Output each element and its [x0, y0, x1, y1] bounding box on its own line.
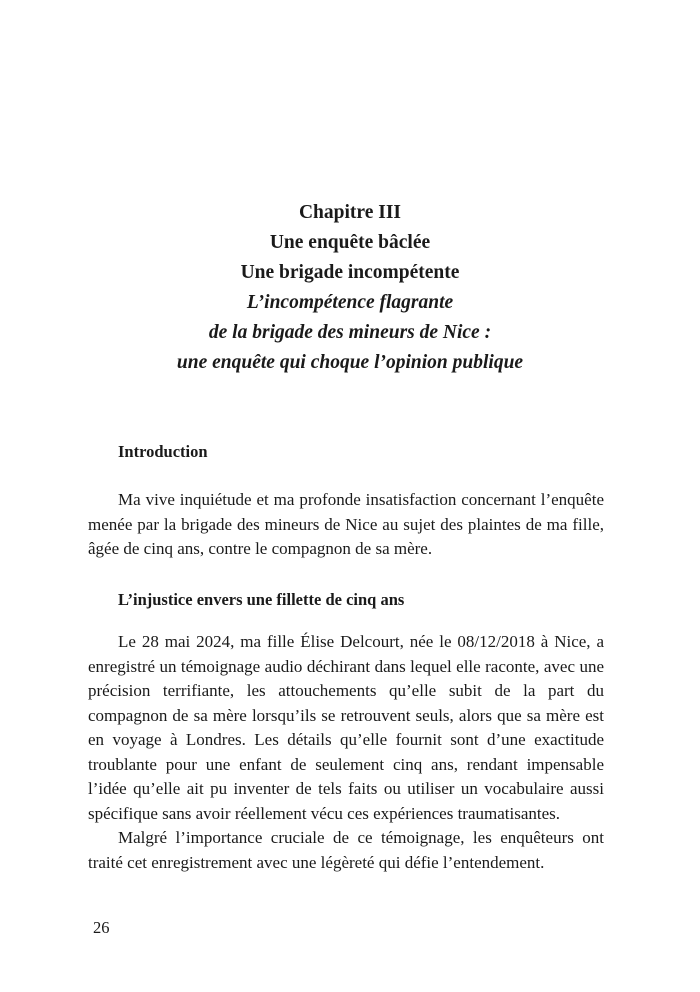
chapter-subtitle-line: L’incompétence flagrante	[246, 292, 454, 313]
chapter-title-line: Une enquête bâclée	[269, 232, 431, 253]
section-heading-injustice: L’injustice envers une fillette de cinq ans	[118, 590, 405, 609]
introduction-body	[88, 488, 604, 562]
paragraph: Le 28 mai 2024, ma fille Élise Delcourt, née le 08/12/2018 à Nice, a enregistré un témoignage audio déchirant dans lequel elle raconte, avec une précision terrifiante, les attouchements qu’elle subit de la part du compagnon de sa mère lorsqu’ils se retrouvent seuls, alors que sa mère est en voyage à Londres. Les détails qu’elle fournit sont d’une exactitude troublante pour une enfant de seulement cinq ans, rendant impensable l’idée qu’elle ait pu inventer de tels faits ou utiliser un vocabulaire aussi spécifique sans avoir réellement vécu ces expériences traumatisantes.	[88, 632, 604, 823]
chapter-number: Chapitre III	[298, 202, 402, 223]
paragraph: Ma vive inquiétude et ma profonde insatisfaction concernant l’enquête menée par la brigade des mineurs de Nice au sujet des plaintes de ma fille, âgée de cinq ans, contre le compagnon de sa mère.	[88, 490, 604, 558]
section-heading-introduction: Introduction	[118, 442, 208, 461]
chapter-title-line: Une brigade incompétente	[240, 262, 460, 283]
page-number: 26	[93, 918, 110, 937]
chapter-subtitle-line: de la brigade des mineurs de Nice :	[208, 322, 492, 343]
injustice-body	[88, 630, 604, 875]
chapter-title-block	[0, 198, 700, 378]
paragraph: Malgré l’importance cruciale de ce témoignage, les enquêteurs ont traité cet enregistrement avec une légèreté qui défie l’entendement.	[88, 828, 604, 872]
chapter-subtitle-line: une enquête qui choque l’opinion publique	[176, 352, 524, 373]
